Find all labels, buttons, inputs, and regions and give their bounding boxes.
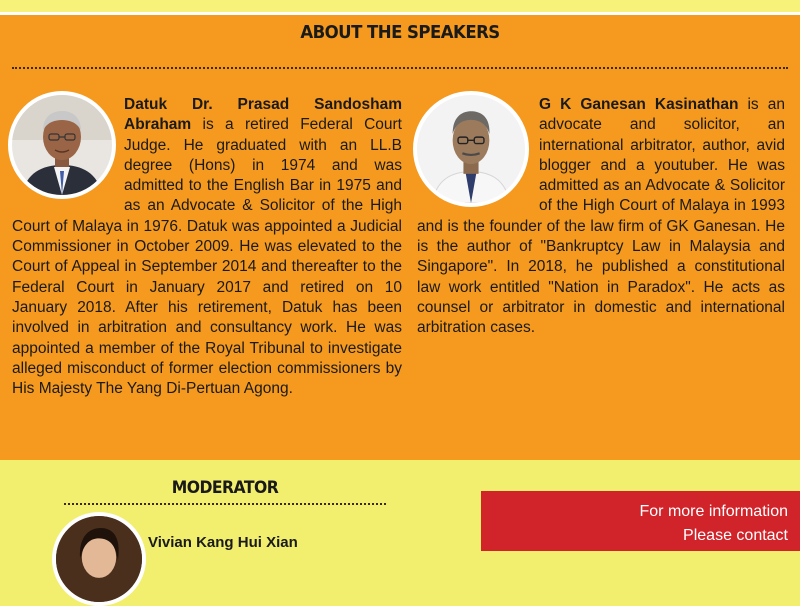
speaker-card-2 <box>417 95 785 339</box>
speaker-photo-2 <box>413 91 529 207</box>
info-line-1: For more information <box>639 503 788 520</box>
speaker-photo-1 <box>8 91 116 199</box>
moderator-title: MODERATOR <box>171 478 279 498</box>
speaker-bio-1: is a retired Federal Court Judge. He graduated with an LL.B degree (Hons) in 1974 and was admitted to the English Bar in 1975 and as an Advocate & Solicitor of the High Court of Malaya in 1976. Datuk was appointed a Judicial Commissioner in October 2009. He was elevated to the Court of Appeal in September 2014 and thereafter to the Federal Court in January 2017 and retired on 10 January 2018. After his retirement, Datuk has been involved in arbitration and consultancy work. He was appointed a member of the Royal Tribunal to investigate alleged misconduct of former election commissioners by His Majesty The Yang Di-Pertuan Agong. <box>12 116 402 398</box>
speaker-bio-2: is an advocate and solicitor, an international arbitrator, author, avid blogger and a youtuber. He was admitted as an Advocate & Solicitor of the High Court of Malaya in 1993 and is the founder of the law firm of GK Ganesan. He is the author of "Bankruptcy Law in Malaysia and Singapore". In 2018, he published a constitutional law work entitled "Nation in Paradox". He acts as counsel or arbitrator in domestic and international arbitration cases. <box>417 96 785 337</box>
moderator-name: Vivian Kang Hui Xian <box>148 534 298 551</box>
speaker-portrait-icon <box>12 95 112 195</box>
moderator-photo <box>52 512 146 606</box>
speaker-name-2: G K Ganesan Kasinathan <box>539 96 739 113</box>
speaker-name-1: Datuk Dr. Prasad Sandosham Abraham <box>124 96 402 134</box>
top-strip <box>0 0 800 12</box>
section-divider <box>12 67 788 69</box>
speaker-card-1 <box>12 95 402 399</box>
moderator-portrait-icon <box>56 516 142 602</box>
info-box <box>481 491 800 551</box>
info-line-2: Please contact <box>683 527 788 544</box>
moderator-divider <box>64 503 386 505</box>
section-title: ABOUT THE SPEAKERS <box>300 22 500 43</box>
speaker-portrait-icon <box>417 95 525 203</box>
